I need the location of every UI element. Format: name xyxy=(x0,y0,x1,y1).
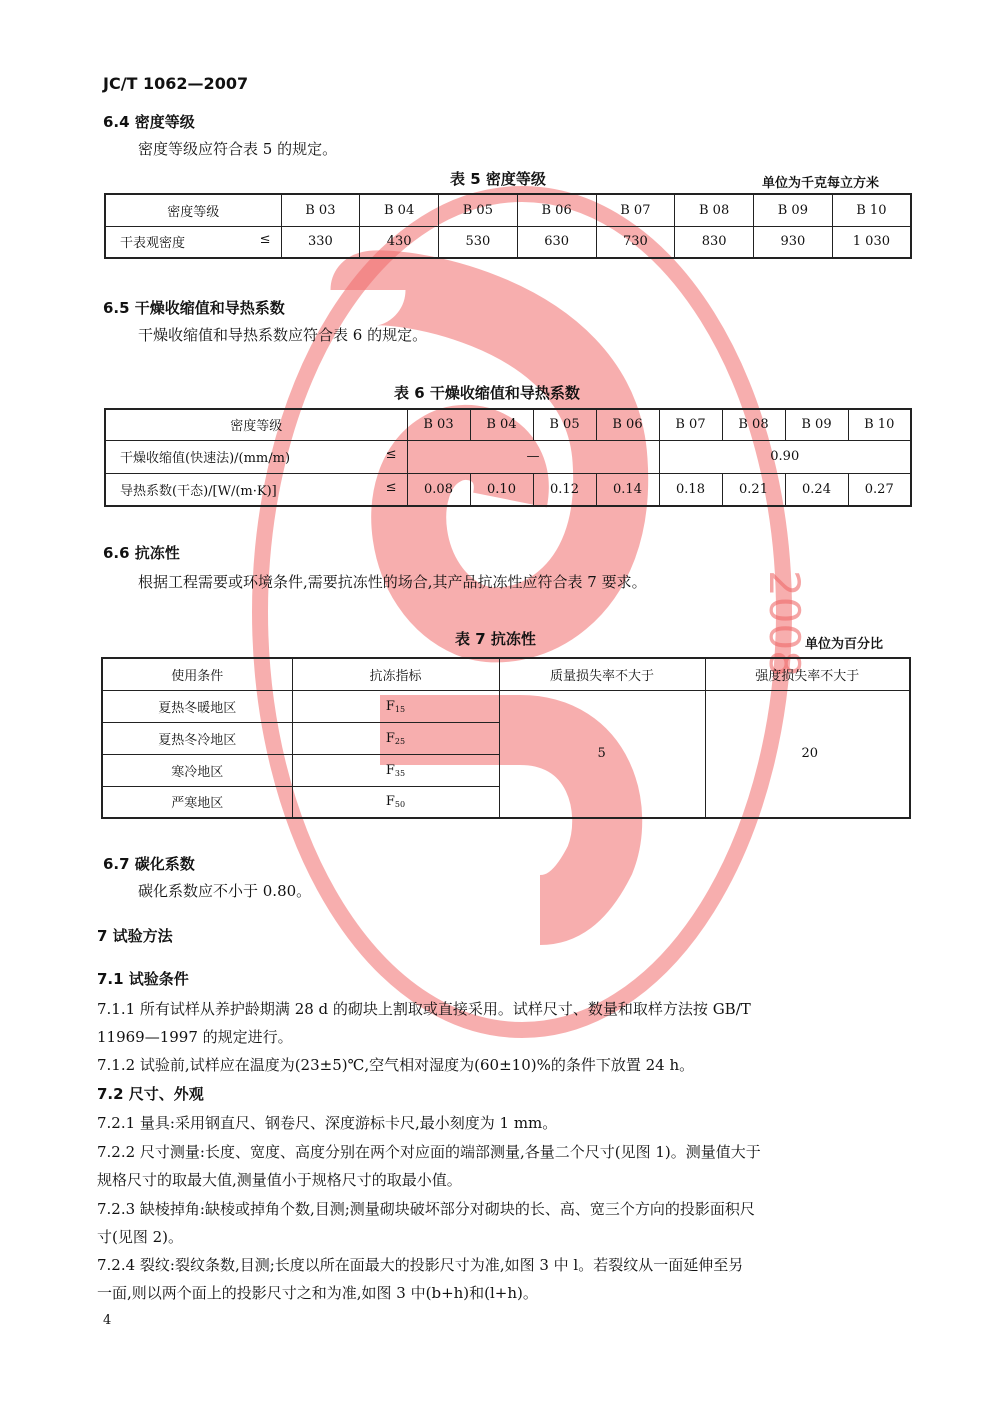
table7 xyxy=(101,657,911,819)
table6-grade: B 04 xyxy=(470,409,533,440)
table6-value: 0.10 xyxy=(470,473,533,506)
table6-value: 0.12 xyxy=(533,473,596,506)
table5-value: 430 xyxy=(360,226,439,258)
table7-unit: 单位为百分比 xyxy=(805,637,884,652)
table7-condition: 夏热冬冷地区 xyxy=(102,722,292,754)
table7-index: $F_{35}$ xyxy=(292,754,499,786)
table6-row-label: 干燥收缩值(快速法)/(mm/m) ≤ xyxy=(105,440,407,473)
para-7-2-3-line1: 7.2.3 缺棱掉角:缺棱或掉角个数,目测;测量砌块破坏部分对砌块的长、高、宽三个方向的投影面积尺 xyxy=(97,1200,755,1218)
table6-value: 0.18 xyxy=(659,473,722,506)
section-6-7-text: 碳化系数应不小于 0.80。 xyxy=(138,882,312,900)
table6-value: 0.27 xyxy=(848,473,911,506)
para-7-2-4-line1: 7.2.4 裂纹:裂纹条数,目测;长度以所在面最大的投影尺寸为准,如图 3 中 l。若裂纹从一面延伸至另 xyxy=(97,1256,744,1274)
table5-value: 1 030 xyxy=(832,226,911,258)
standard-number: JC/T 1062—2007 xyxy=(103,74,249,93)
table6-grade: B 06 xyxy=(596,409,659,440)
table7-header: 使用条件 xyxy=(102,658,292,690)
table6-value: 0.08 xyxy=(407,473,470,506)
table5-grade: B 07 xyxy=(596,194,675,226)
para-7-1-1-line2: 11969—1997 的规定进行。 xyxy=(97,1028,293,1046)
section-6-6-heading: 6.6 抗冻性 xyxy=(103,544,180,562)
para-7-2-2-line2: 规格尺寸的取最大值,测量值小于规格尺寸的取最小值。 xyxy=(97,1171,462,1189)
para-7-2-1: 7.2.1 量具:采用钢直尺、钢卷尺、深度游标卡尺,最小刻度为 1 mm。 xyxy=(97,1114,558,1132)
table7-header: 抗冻指标 xyxy=(292,658,499,690)
section-6-6-text: 根据工程需要或环境条件,需要抗冻性的场合,其产品抗冻性应符合表 7 要求。 xyxy=(138,573,647,591)
para-7-2-3-line2: 寸(见图 2)。 xyxy=(97,1228,184,1246)
table5-value: 330 xyxy=(281,226,360,258)
table6-grade: B 03 xyxy=(407,409,470,440)
table6-value: 0.14 xyxy=(596,473,659,506)
para-7-2-2-line1: 7.2.2 尺寸测量:长度、宽度、高度分别在两个对应面的端部测量,各量二个尺寸(见图 1)。测量值大于 xyxy=(97,1143,761,1161)
para-7-1-2: 7.1.2 试验前,试样应在温度为(23±5)℃,空气相对湿度为(60±10)%的条件下放置 24 h。 xyxy=(97,1056,695,1074)
section-6-4-text: 密度等级应符合表 5 的规定。 xyxy=(138,140,338,158)
table6-grade: B 08 xyxy=(722,409,785,440)
table7-mass-loss: 5 xyxy=(499,690,705,818)
table6-row-label: 导热系数(干态)/[W/(m·K)] ≤ xyxy=(105,473,407,506)
section-7-heading: 7 试验方法 xyxy=(97,927,173,945)
table5-value: 830 xyxy=(675,226,754,258)
table7-caption: 表 7 抗冻性 xyxy=(455,630,536,648)
table7-index: $F_{15}$ xyxy=(292,690,499,722)
table5-grade: B 04 xyxy=(360,194,439,226)
para-7-2-4-line2: 一面,则以两个面上的投影尺寸之和为准,如图 3 中(b+h)和(l+h)。 xyxy=(97,1284,538,1302)
section-6-4-heading: 6.4 密度等级 xyxy=(103,113,195,131)
table6-grade: B 10 xyxy=(848,409,911,440)
table5-grade: B 09 xyxy=(754,194,833,226)
section-7-2-heading: 7.2 尺寸、外观 xyxy=(97,1085,204,1103)
table5-row-label: 干表观密度 ≤ xyxy=(105,226,281,258)
table5-grade: B 05 xyxy=(439,194,518,226)
table5-unit: 单位为千克每立方米 xyxy=(762,176,880,191)
table6 xyxy=(104,408,912,507)
table5-value: 730 xyxy=(596,226,675,258)
page-number: 4 xyxy=(103,1313,112,1328)
watermark-year: 2008 xyxy=(760,570,809,677)
table6-grade: B 05 xyxy=(533,409,596,440)
table7-header: 质量损失率不大于 xyxy=(499,658,705,690)
table7-index: $F_{25}$ xyxy=(292,722,499,754)
table5-grade: B 03 xyxy=(281,194,360,226)
table6-caption: 表 6 干燥收缩值和导热系数 xyxy=(394,384,580,402)
table5-grade: B 08 xyxy=(675,194,754,226)
table5 xyxy=(104,193,912,259)
section-7-1-heading: 7.1 试验条件 xyxy=(97,970,189,988)
table7-index: $F_{50}$ xyxy=(292,786,499,818)
table5-grade: B 10 xyxy=(832,194,911,226)
table6-shrink-low: — xyxy=(407,440,659,473)
table5-grade: B 06 xyxy=(517,194,596,226)
section-6-7-heading: 6.7 碳化系数 xyxy=(103,855,195,873)
table5-caption: 表 5 密度等级 xyxy=(450,170,546,188)
table6-grade: B 07 xyxy=(659,409,722,440)
table6-row-label: 密度等级 xyxy=(105,409,407,440)
table5-value: 630 xyxy=(517,226,596,258)
table7-condition: 严寒地区 xyxy=(102,786,292,818)
table6-shrink-high: 0.90 xyxy=(659,440,911,473)
section-6-5-text: 干燥收缩值和导热系数应符合表 6 的规定。 xyxy=(138,326,428,344)
table5-value: 930 xyxy=(754,226,833,258)
table6-value: 0.24 xyxy=(785,473,848,506)
para-7-1-1-line1: 7.1.1 所有试样从养护龄期满 28 d 的砌块上割取或直接采用。试样尺寸、数量和取样方法按 GB/T xyxy=(97,1000,751,1018)
table6-grade: B 09 xyxy=(785,409,848,440)
table5-value: 530 xyxy=(439,226,518,258)
section-6-5-heading: 6.5 干燥收缩值和导热系数 xyxy=(103,299,285,317)
table7-strength-loss: 20 xyxy=(705,690,910,818)
table7-header: 强度损失率不大于 xyxy=(705,658,910,690)
table6-value: 0.21 xyxy=(722,473,785,506)
table7-condition: 夏热冬暖地区 xyxy=(102,690,292,722)
table7-condition: 寒冷地区 xyxy=(102,754,292,786)
table5-row-label: 密度等级 xyxy=(105,194,281,226)
